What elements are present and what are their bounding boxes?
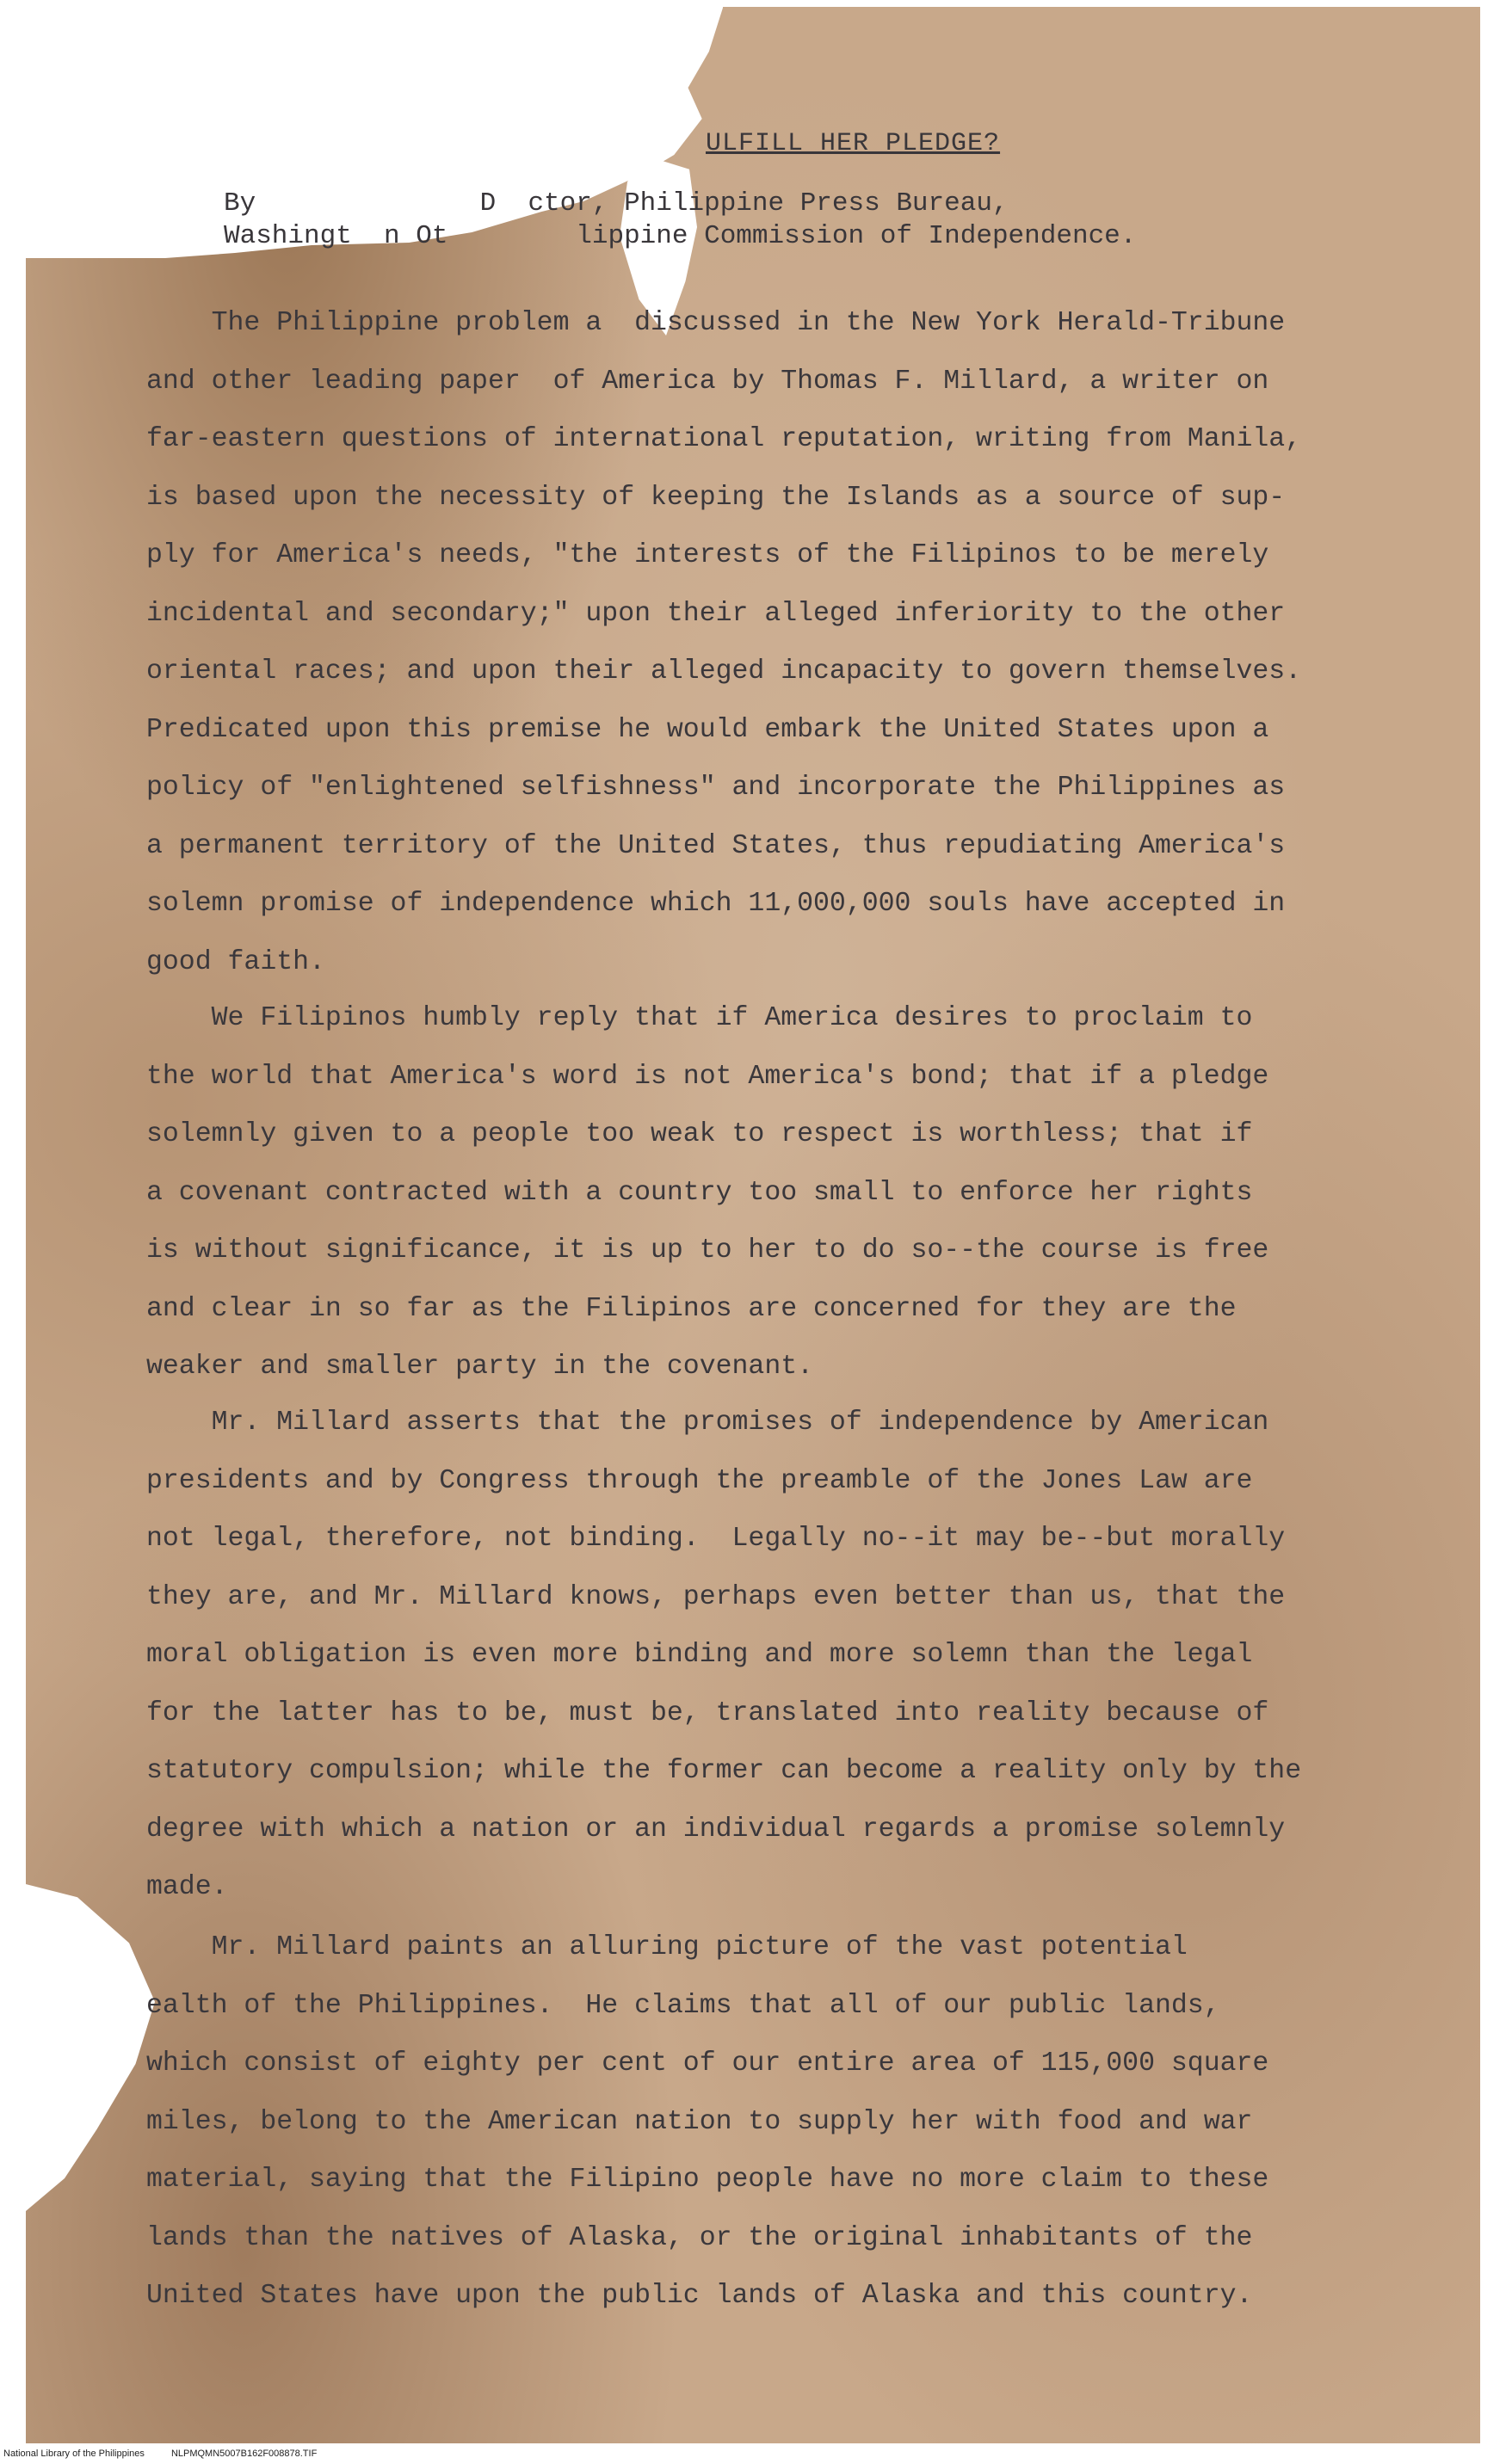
text-line: is based upon the necessity of keeping the Islands as a source of sup- [146,482,1286,513]
text-line: The Philippine problem a discussed in the New York Herald-Tribune [146,308,1286,338]
paragraph-1 [146,294,1394,991]
text-line: ply for America's needs, "the interests of the Filipinos to be merely [146,540,1269,570]
text-line: policy of "enlightened selfishness" and incorporate the Philippines as [146,773,1286,803]
paragraph-4 [146,1919,1394,2325]
text-line: which consist of eighty per cent of our entire area of 115,000 square [146,2048,1269,2079]
text-line: is without significance, it is up to her to do so--the course is free [146,1235,1269,1266]
text-line: ealth of the Philippines. He claims that all of our public lands, [146,1990,1220,2021]
footer-institution: National Library of the Philippines [3,2449,145,2459]
text-line: Mr. Millard asserts that the promises of independence by American [146,1408,1269,1438]
text-line: United States have upon the public lands of Alaska and this country. [146,2281,1253,2311]
text-line: lands than the natives of Alaska, or the original inhabitants of the [146,2222,1253,2253]
text-line: moral obligation is even more binding and more solemn than the legal [146,1640,1253,1670]
text-line: Predicated upon this premise he would embark the United States upon a [146,714,1269,745]
text-line: and clear in so far as the Filipinos are concerned for they are the [146,1293,1237,1324]
text-line: We Filipinos humbly reply that if America desires to proclaim to [146,1003,1253,1033]
text-line: solemn promise of independence which 11,000,000 souls have accepted in [146,889,1286,919]
text-line: not legal, therefore, not binding. Legally no--it may be--but morally [146,1524,1286,1554]
text-line: statutory compulsion; while the former can become a reality only by the [146,1756,1302,1786]
paragraph-3 [146,1394,1394,1917]
text-line: they are, and Mr. Millard knows, perhaps even better than us, that the [146,1581,1286,1612]
text-line: degree with which a nation or an individual regards a promise solemnly [146,1814,1286,1845]
text-line: oriental races; and upon their alleged incapacity to govern themselves. [146,656,1302,687]
text-line: solemnly given to a people too weak to respect is worthless; that if [146,1119,1253,1149]
footer-file-id: NLPMQMN5007B162F008878.TIF [170,2449,318,2459]
text-line: far-eastern questions of international reputation, writing from Manila, [146,424,1302,454]
text-line: good faith. [146,946,325,977]
paragraph-2 [146,989,1394,1396]
text-line: miles, belong to the American nation to supply her with food and war [146,2106,1253,2137]
byline-line: Washingt n Ot lippine Commission of Independence. [224,221,1137,251]
text-line: and other leading paper of America by Thomas F. Millard, a writer on [146,366,1269,397]
text-line: material, saying that the Filipino people have no more claim to these [146,2165,1269,2195]
text-line: a permanent territory of the United States, thus repudiating America's [146,830,1286,861]
byline-line: By D ctor, Philippine Press Bureau, [224,188,1009,219]
text-line: for the latter has to be, must be, translated into reality because of [146,1697,1269,1728]
text-line: presidents and by Congress through the preamble of the Jones Law are [146,1465,1253,1496]
text-line: weaker and smaller party in the covenant. [146,1352,814,1382]
text-line: Mr. Millard paints an alluring picture of the vast potential [146,1932,1188,1962]
text-line: incidental and secondary;" upon their alleged inferiority to the other [146,598,1286,629]
text-line: a covenant contracted with a country too small to enforce her rights [146,1177,1253,1208]
text-line: made. [146,1872,228,1902]
byline [224,188,1136,253]
text-line: the world that America's word is not America's bond; that if a pledge [146,1061,1269,1092]
scan-footer [0,2443,1506,2464]
document-title: ULFILL HER PLEDGE? [706,129,1001,158]
